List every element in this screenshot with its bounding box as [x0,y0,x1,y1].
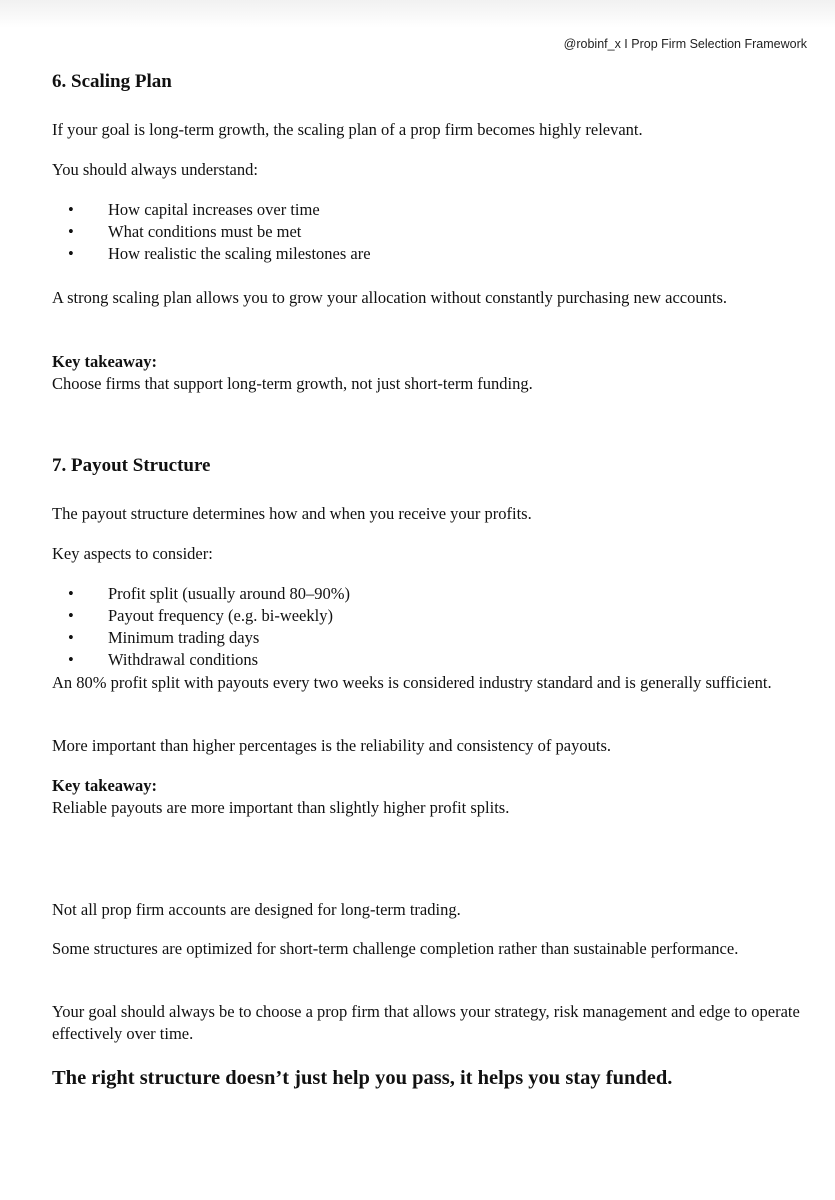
closing-paragraph-3: Your goal should always be to choose a prop firm that allows your strategy, risk management and edge to operate effectively over time. [52,1002,800,1043]
running-header: @robinf_x I Prop Firm Selection Framework [563,37,807,51]
list-item [52,649,350,671]
bullet-icon: • [68,244,74,263]
list-item [52,243,371,265]
section-7-takeaway-label: Key takeaway: [52,776,157,795]
closing-statement: The right structure doesn’t just help you pass, it helps you stay funded. [52,1067,673,1089]
list-item-text: How realistic the scaling milestones are [108,244,371,263]
bullet-icon: • [68,628,74,647]
section-6-heading: 6. Scaling Plan [52,71,172,92]
bullet-icon: • [68,584,74,603]
section-7-body-2: More important than higher percentages is the reliability and consistency of payouts. [52,736,612,755]
list-item [52,221,371,243]
section-7-intro: The payout structure determines how and when you receive your profits. [52,504,532,523]
section-6-bullet-list [52,199,371,265]
list-item [52,583,350,605]
list-item-text: What conditions must be met [108,222,302,241]
list-item [52,199,371,221]
list-item-text: How capital increases over time [108,200,320,219]
bullet-icon: • [68,200,74,219]
section-7-heading: 7. Payout Structure [52,455,211,476]
section-6-intro: If your goal is long-term growth, the scaling plan of a prop firm becomes highly relevant. [52,120,643,139]
closing-paragraph-2: Some structures are optimized for short-term challenge completion rather than sustainable performance. [52,939,739,958]
list-item [52,627,350,649]
section-6-body: A strong scaling plan allows you to grow your allocation without constantly purchasing new accounts. [52,288,728,307]
list-item-text: Payout frequency (e.g. bi-weekly) [108,606,333,625]
list-item-text: Withdrawal conditions [108,650,259,669]
section-7-takeaway-text: Reliable payouts are more important than slightly higher profit splits. [52,798,510,817]
closing-paragraph-1: Not all prop firm accounts are designed for long-term trading. [52,900,461,919]
section-6-takeaway-text: Choose firms that support long-term growth, not just short-term funding. [52,374,533,393]
list-item-text: Minimum trading days [108,628,260,647]
section-6-lead: You should always understand: [52,160,258,179]
section-7-bullet-list [52,583,350,671]
page-top-shadow [0,0,835,28]
bullet-icon: • [68,606,74,625]
bullet-icon: • [68,650,74,669]
list-item [52,605,350,627]
section-6-takeaway-label: Key takeaway: [52,352,157,371]
section-7-lead: Key aspects to consider: [52,544,213,563]
list-item-text: Profit split (usually around 80–90%) [108,584,350,603]
bullet-icon: • [68,222,74,241]
section-7-body: An 80% profit split with payouts every two weeks is considered industry standard and is generally sufficient. [52,673,772,692]
